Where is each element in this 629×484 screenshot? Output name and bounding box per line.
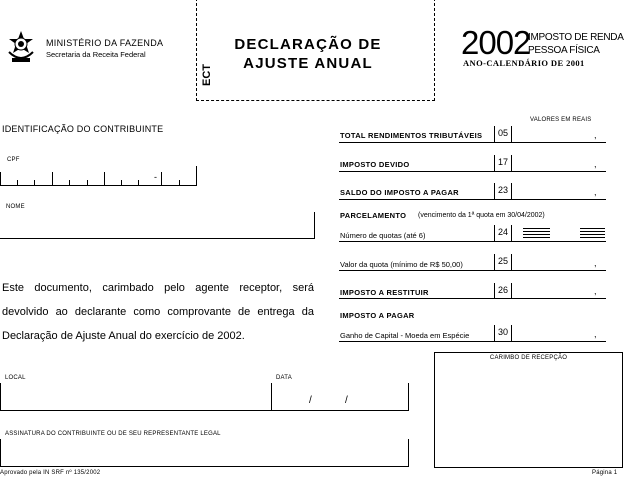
calendar-year: ANO-CALENDÁRIO DE 2001 (463, 58, 585, 68)
tax-due-code: 17 (498, 157, 509, 167)
stamp-code: ECT (201, 64, 213, 86)
total-income-field[interactable] (494, 126, 606, 143)
local-input[interactable] (0, 383, 272, 411)
name-label: NOME (6, 204, 25, 210)
refund-code: 26 (498, 285, 509, 295)
secretariat-name: Secretaria da Receita Federal (46, 50, 146, 59)
quota-count-label: Número de quotas (até 6) (340, 231, 426, 240)
cpf-label: CPF (7, 157, 20, 163)
values-header: VALORES EM REAIS (530, 117, 592, 123)
signature-input[interactable] (0, 439, 409, 467)
installment-note: (vencimento da 1ª quota em 30/04/2002) (418, 212, 545, 219)
coat-of-arms-icon (6, 30, 36, 66)
title-line-2: AJUSTE ANUAL (243, 55, 373, 72)
capital-gain-field[interactable] (494, 325, 606, 342)
date-label: DATA (276, 375, 292, 381)
cpf-separator: - (154, 172, 157, 182)
date-separator-2: / (345, 395, 348, 406)
total-income-label: TOTAL RENDIMENTOS TRIBUTÁVEIS (340, 131, 483, 140)
date-separator-1: / (309, 395, 312, 406)
statement-line-2: devolvido ao declarante como comprovante de entrega da (2, 306, 314, 318)
local-label: LOCAL (5, 375, 26, 381)
balance-due-field[interactable] (494, 183, 606, 200)
quota-count-code: 24 (498, 227, 509, 237)
refund-label: IMPOSTO A RESTITUIR (340, 288, 429, 297)
tax-due-label: IMPOSTO DEVIDO (340, 160, 410, 169)
tax-payable-title: IMPOSTO A PAGAR (340, 311, 415, 320)
delivery-statement (2, 276, 314, 348)
identification-title: IDENTIFICAÇÃO DO CONTRIBUINTE (2, 124, 164, 134)
statement-line-1: Este documento, carimbado pelo agente receptor, será (2, 282, 314, 294)
tax-type-line-2: PESSOA FÍSICA (528, 45, 600, 56)
total-income-comma: , (594, 130, 597, 140)
date-input[interactable] (272, 383, 409, 411)
quota-value-comma: , (594, 258, 597, 268)
year-number: 2002 (461, 24, 531, 61)
tax-due-comma: , (594, 159, 597, 169)
approval-note: Aprovado pela IN SRF nº 135/2002 (0, 470, 101, 476)
name-input[interactable] (0, 212, 315, 239)
balance-due-label: SALDO DO IMPOSTO A PAGAR (340, 188, 459, 197)
reception-stamp-label: CARIMBO DE RECEPÇÃO (489, 355, 568, 361)
quota-hatch-left (523, 227, 550, 238)
tax-type-line-1: IMPOSTO DE RENDA (528, 32, 624, 43)
balance-due-comma: , (594, 187, 597, 197)
document-title (213, 35, 403, 73)
page-number: Página 1 (592, 470, 618, 476)
statement-line-3: Declaração de Ajuste Anual do exercício de 2002. (2, 330, 245, 342)
quota-value-code: 25 (498, 256, 509, 266)
tax-due-field[interactable] (494, 155, 606, 172)
title-line-1: DECLARAÇÃO DE (234, 36, 382, 53)
cpf-input[interactable] (0, 166, 200, 186)
capital-gain-label: Ganho de Capital - Moeda em Espécie (340, 331, 470, 340)
refund-field[interactable] (494, 283, 606, 299)
refund-comma: , (594, 286, 597, 296)
signature-label: ASSINATURA DO CONTRIBUINTE OU DE SEU REPRESENTANTE LEGAL (5, 431, 221, 437)
quota-value-field[interactable] (494, 254, 606, 271)
capital-gain-comma: , (594, 329, 597, 339)
capital-gain-code: 30 (498, 327, 509, 337)
installment-title: PARCELAMENTO (340, 211, 407, 220)
total-income-code: 05 (498, 128, 509, 138)
reception-stamp-box (434, 352, 623, 468)
ministry-name: MINISTÉRIO DA FAZENDA (46, 38, 164, 48)
balance-due-code: 23 (498, 185, 509, 195)
quota-hatch-right (580, 227, 605, 238)
quota-value-label: Valor da quota (mínimo de R$ 50,00) (340, 260, 463, 269)
